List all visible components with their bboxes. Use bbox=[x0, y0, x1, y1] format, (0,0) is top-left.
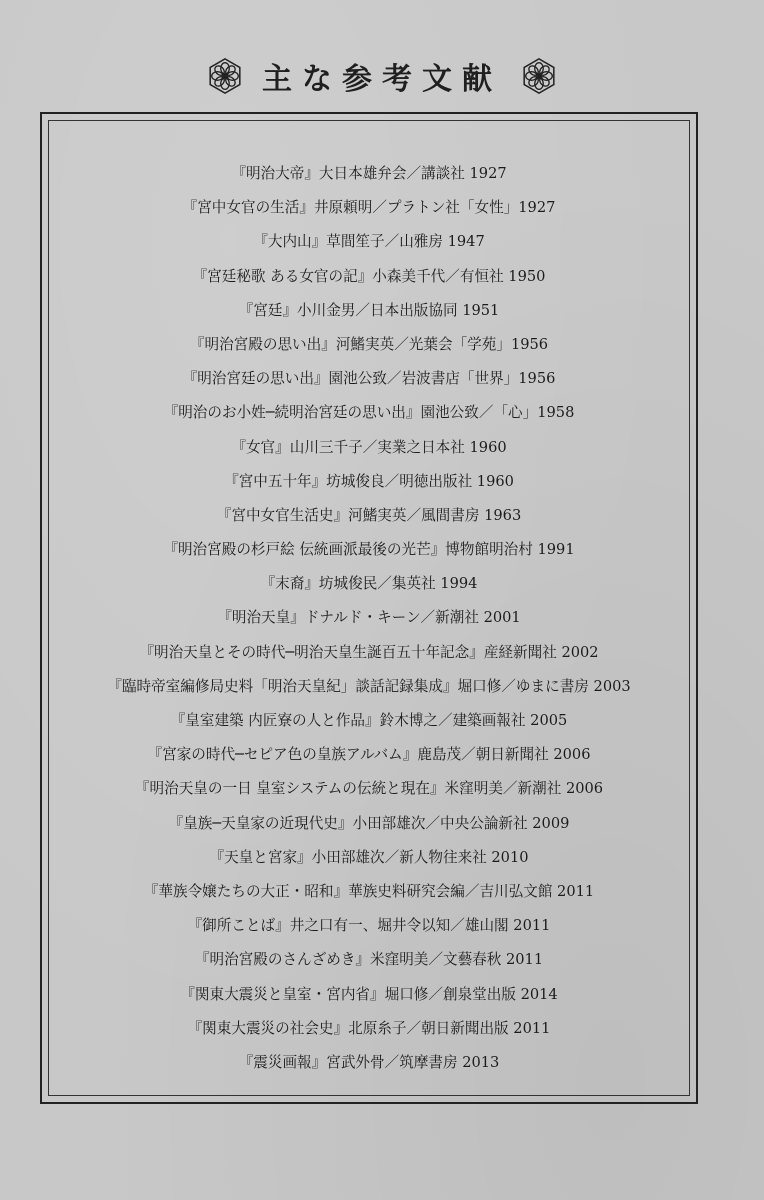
reference-item: 『震災画報』宮武外骨／筑摩書房 2013 bbox=[238, 1053, 500, 1071]
reference-item: 『末裔』坊城俊民／集英社 1994 bbox=[260, 575, 478, 593]
reference-item: 『皇族─天皇家の近現代史』小田部雄次／中央公論新社 2009 bbox=[168, 814, 570, 832]
reference-frame bbox=[40, 112, 698, 1104]
reference-item: 『関東大震災の社会史』北原糸子／朝日新聞出版 2011 bbox=[187, 1019, 551, 1037]
flower-icon bbox=[520, 57, 558, 95]
reference-item: 『明治天皇』ドナルド・キーン／新潮社 2001 bbox=[217, 609, 521, 627]
reference-item: 『御所ことば』井之口有一、堀井令以知／雄山閣 2011 bbox=[187, 917, 551, 935]
title-row bbox=[0, 48, 764, 104]
reference-item: 『明治のお小姓─続明治宮廷の思い出』園池公致／「心」1958 bbox=[163, 404, 575, 422]
flower-icon bbox=[206, 57, 244, 95]
reference-item: 『宮廷秘歌 ある女官の記』小森美千代／有恒社 1950 bbox=[192, 267, 546, 285]
reference-item: 『明治宮廷の思い出』園池公致／岩波書店「世界」1956 bbox=[182, 370, 556, 388]
reference-item: 『宮家の時代─セピア色の皇族アルバム』鹿島茂／朝日新聞社 2006 bbox=[147, 746, 591, 764]
reference-item: 『皇室建築 内匠寮の人と作品』鈴木博之／建築画報社 2005 bbox=[170, 712, 568, 729]
reference-item: 『宮中女官生活史』河鰭実英／風間書房 1963 bbox=[216, 506, 522, 524]
page-title: 主な参考文献 bbox=[262, 62, 502, 97]
reference-item: 『明治宮殿の杉戸絵 伝統画派最後の光芒』博物館明治村 1991 bbox=[163, 541, 575, 559]
reference-item: 『明治天皇の一日 皇室システムの伝統と現在』米窪明美／新潮社 2006 bbox=[134, 780, 604, 798]
reference-item: 『天皇と宮家』小田部雄次／新人物往来社 2010 bbox=[209, 848, 529, 866]
reference-item: 『明治宮殿のさんざめき』米窪明美／文藝春秋 2011 bbox=[194, 951, 544, 969]
reference-item: 『臨時帝室編修局史料「明治天皇紀」談話記録集成』堀口修／ゆまに書房 2003 bbox=[107, 677, 631, 695]
reference-item: 『大内山』草間笙子／山雅房 1947 bbox=[253, 233, 485, 251]
reference-item: 『明治宮殿の思い出』河鰭実英／光葉会「学苑」1956 bbox=[189, 335, 549, 353]
reference-list bbox=[49, 157, 689, 1080]
reference-item: 『華族令嬢たちの大正・昭和』華族史料研究会編／吉川弘文館 2011 bbox=[143, 882, 595, 900]
reference-item: 『宮廷』小川金男／日本出版協同 1951 bbox=[238, 301, 500, 319]
reference-frame-inner bbox=[48, 120, 690, 1096]
reference-item: 『明治大帝』大日本雄弁会／講談社 1927 bbox=[231, 165, 507, 182]
reference-item: 『関東大震災と皇室・宮内省』堀口修／創泉堂出版 2014 bbox=[180, 985, 558, 1003]
reference-item: 『宮中五十年』坊城俊良／明徳出版社 1960 bbox=[224, 472, 514, 490]
reference-item: 『女官』山川三千子／実業之日本社 1960 bbox=[231, 438, 507, 456]
reference-item: 『宮中女官の生活』井原頼明／プラトン社「女性」1927 bbox=[182, 199, 556, 217]
reference-item: 『明治天皇とその時代─明治天皇生誕百五十年記念』産経新聞社 2002 bbox=[139, 643, 599, 661]
